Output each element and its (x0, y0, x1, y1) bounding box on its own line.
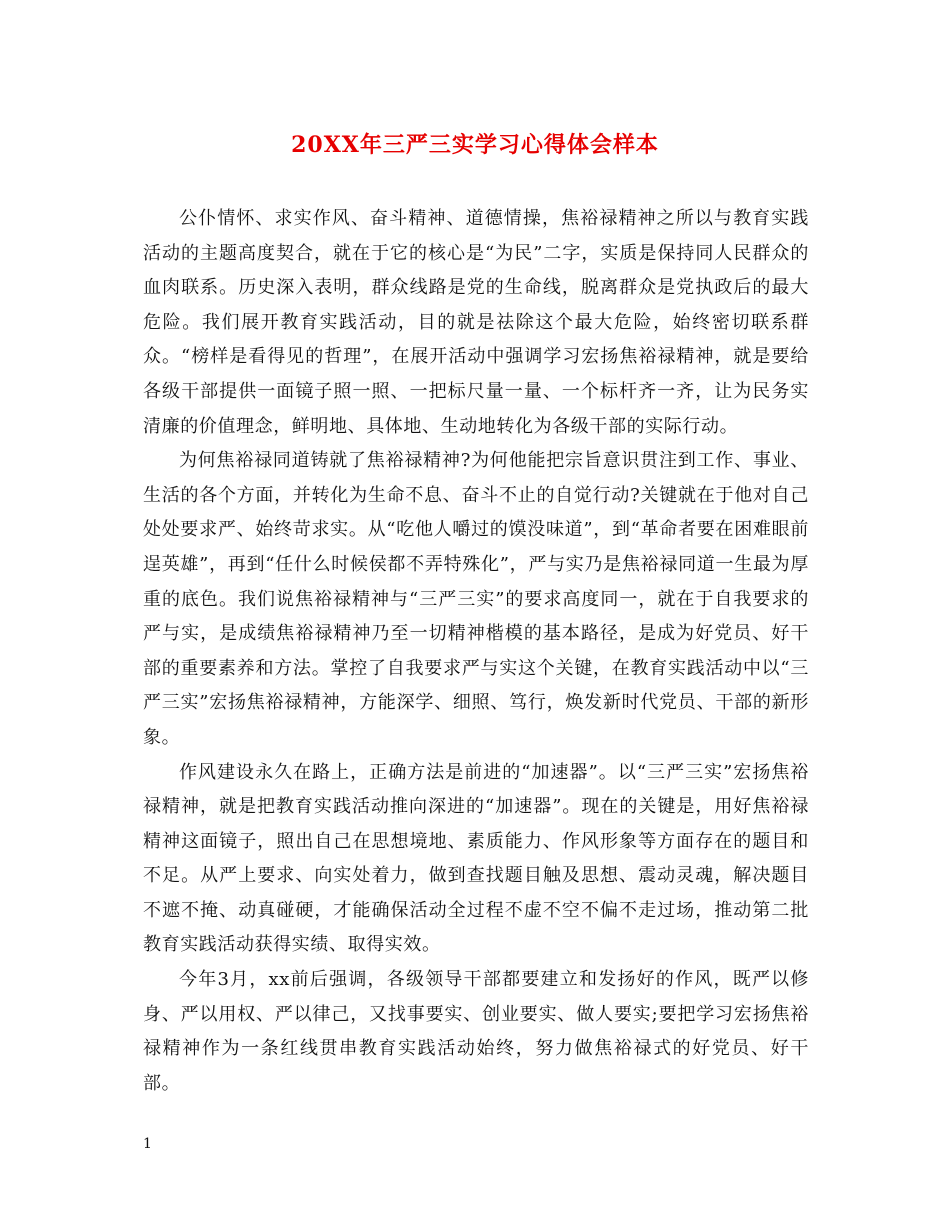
paragraph-4: 今年3月，xx前后强调，各级领导干部都要建立和发扬好的作风，既严以修身、严以用权、严以律己，又找事要实、创业要实、做人要实;要把学习宏扬焦裕禄精神作为一条红线贯串教育实践活动始终，努力做焦裕禄式的好党员、好干部。 (143, 969, 809, 1094)
paragraph-3: 作风建设永久在路上，正确方法是前进的“加速器”。以“三严三实”宏扬焦裕禄精神，就是把教育实践活动推向深进的“加速器”。现在的关键是，用好焦裕禄精神这面镜子，照出自己在思想境地、素质能力、作风形象等方面存在的题目和不足。从严上要求、向实处着力，做到查找题目触及思想、震动灵魂，解决题目不遮不掩、动真碰硬，才能确保活动全过程不虚不空不偏不走过场，推动第二批教育实践活动获得实绩、取得实效。 (143, 761, 809, 956)
document-body (143, 202, 809, 1101)
page-number: 1 (143, 1136, 152, 1152)
paragraph-1: 公仆情怀、求实作风、奋斗精神、道德情操，焦裕禄精神之所以与教育实践活动的主题高度契合，就在于它的核心是“为民”二字，实质是保持同人民群众的血肉联系。历史深入表明，群众线路是党的生命线，脱离群众是党执政后的最大危险。我们展开教育实践活动，目的就是祛除这个最大危险，始终密切联系群众。“榜样是看得见的哲理”，在展开活动中强调学习宏扬焦裕禄精神，就是要给各级干部提供一面镜子照一照、一把标尺量一量、一个标杆齐一齐，让为民务实清廉的价值理念，鲜明地、具体地、生动地转化为各级干部的实际行动。 (143, 208, 809, 437)
document-title: 20XX年三严三实学习心得体会样本 (291, 132, 659, 158)
paragraph-2: 为何焦裕禄同道铸就了焦裕禄精神?为何他能把宗旨意识贯注到工作、事业、生活的各个方面，并转化为生命不息、奋斗不止的自觉行动?关键就在于他对自己处处要求严、始终苛求实。从“吃他人嚼过的馍没味道”，到“革命者要在困难眼前逞英雄”，再到“任什么时候侯都不弄特殊化”，严与实乃是焦裕禄同道一生最为厚重的底色。我们说焦裕禄精神与“三严三实”的要求高度同一，就在于自我要求的严与实，是成绩焦裕禄精神乃至一切精神楷模的基本路径，是成为好党员、好干部的重要素养和方法。掌控了自我要求严与实这个关键，在教育实践活动中以“三严三实”宏扬焦裕禄精神，方能深学、细照、笃行，焕发新时代党员、干部的新形象。 (143, 450, 809, 748)
